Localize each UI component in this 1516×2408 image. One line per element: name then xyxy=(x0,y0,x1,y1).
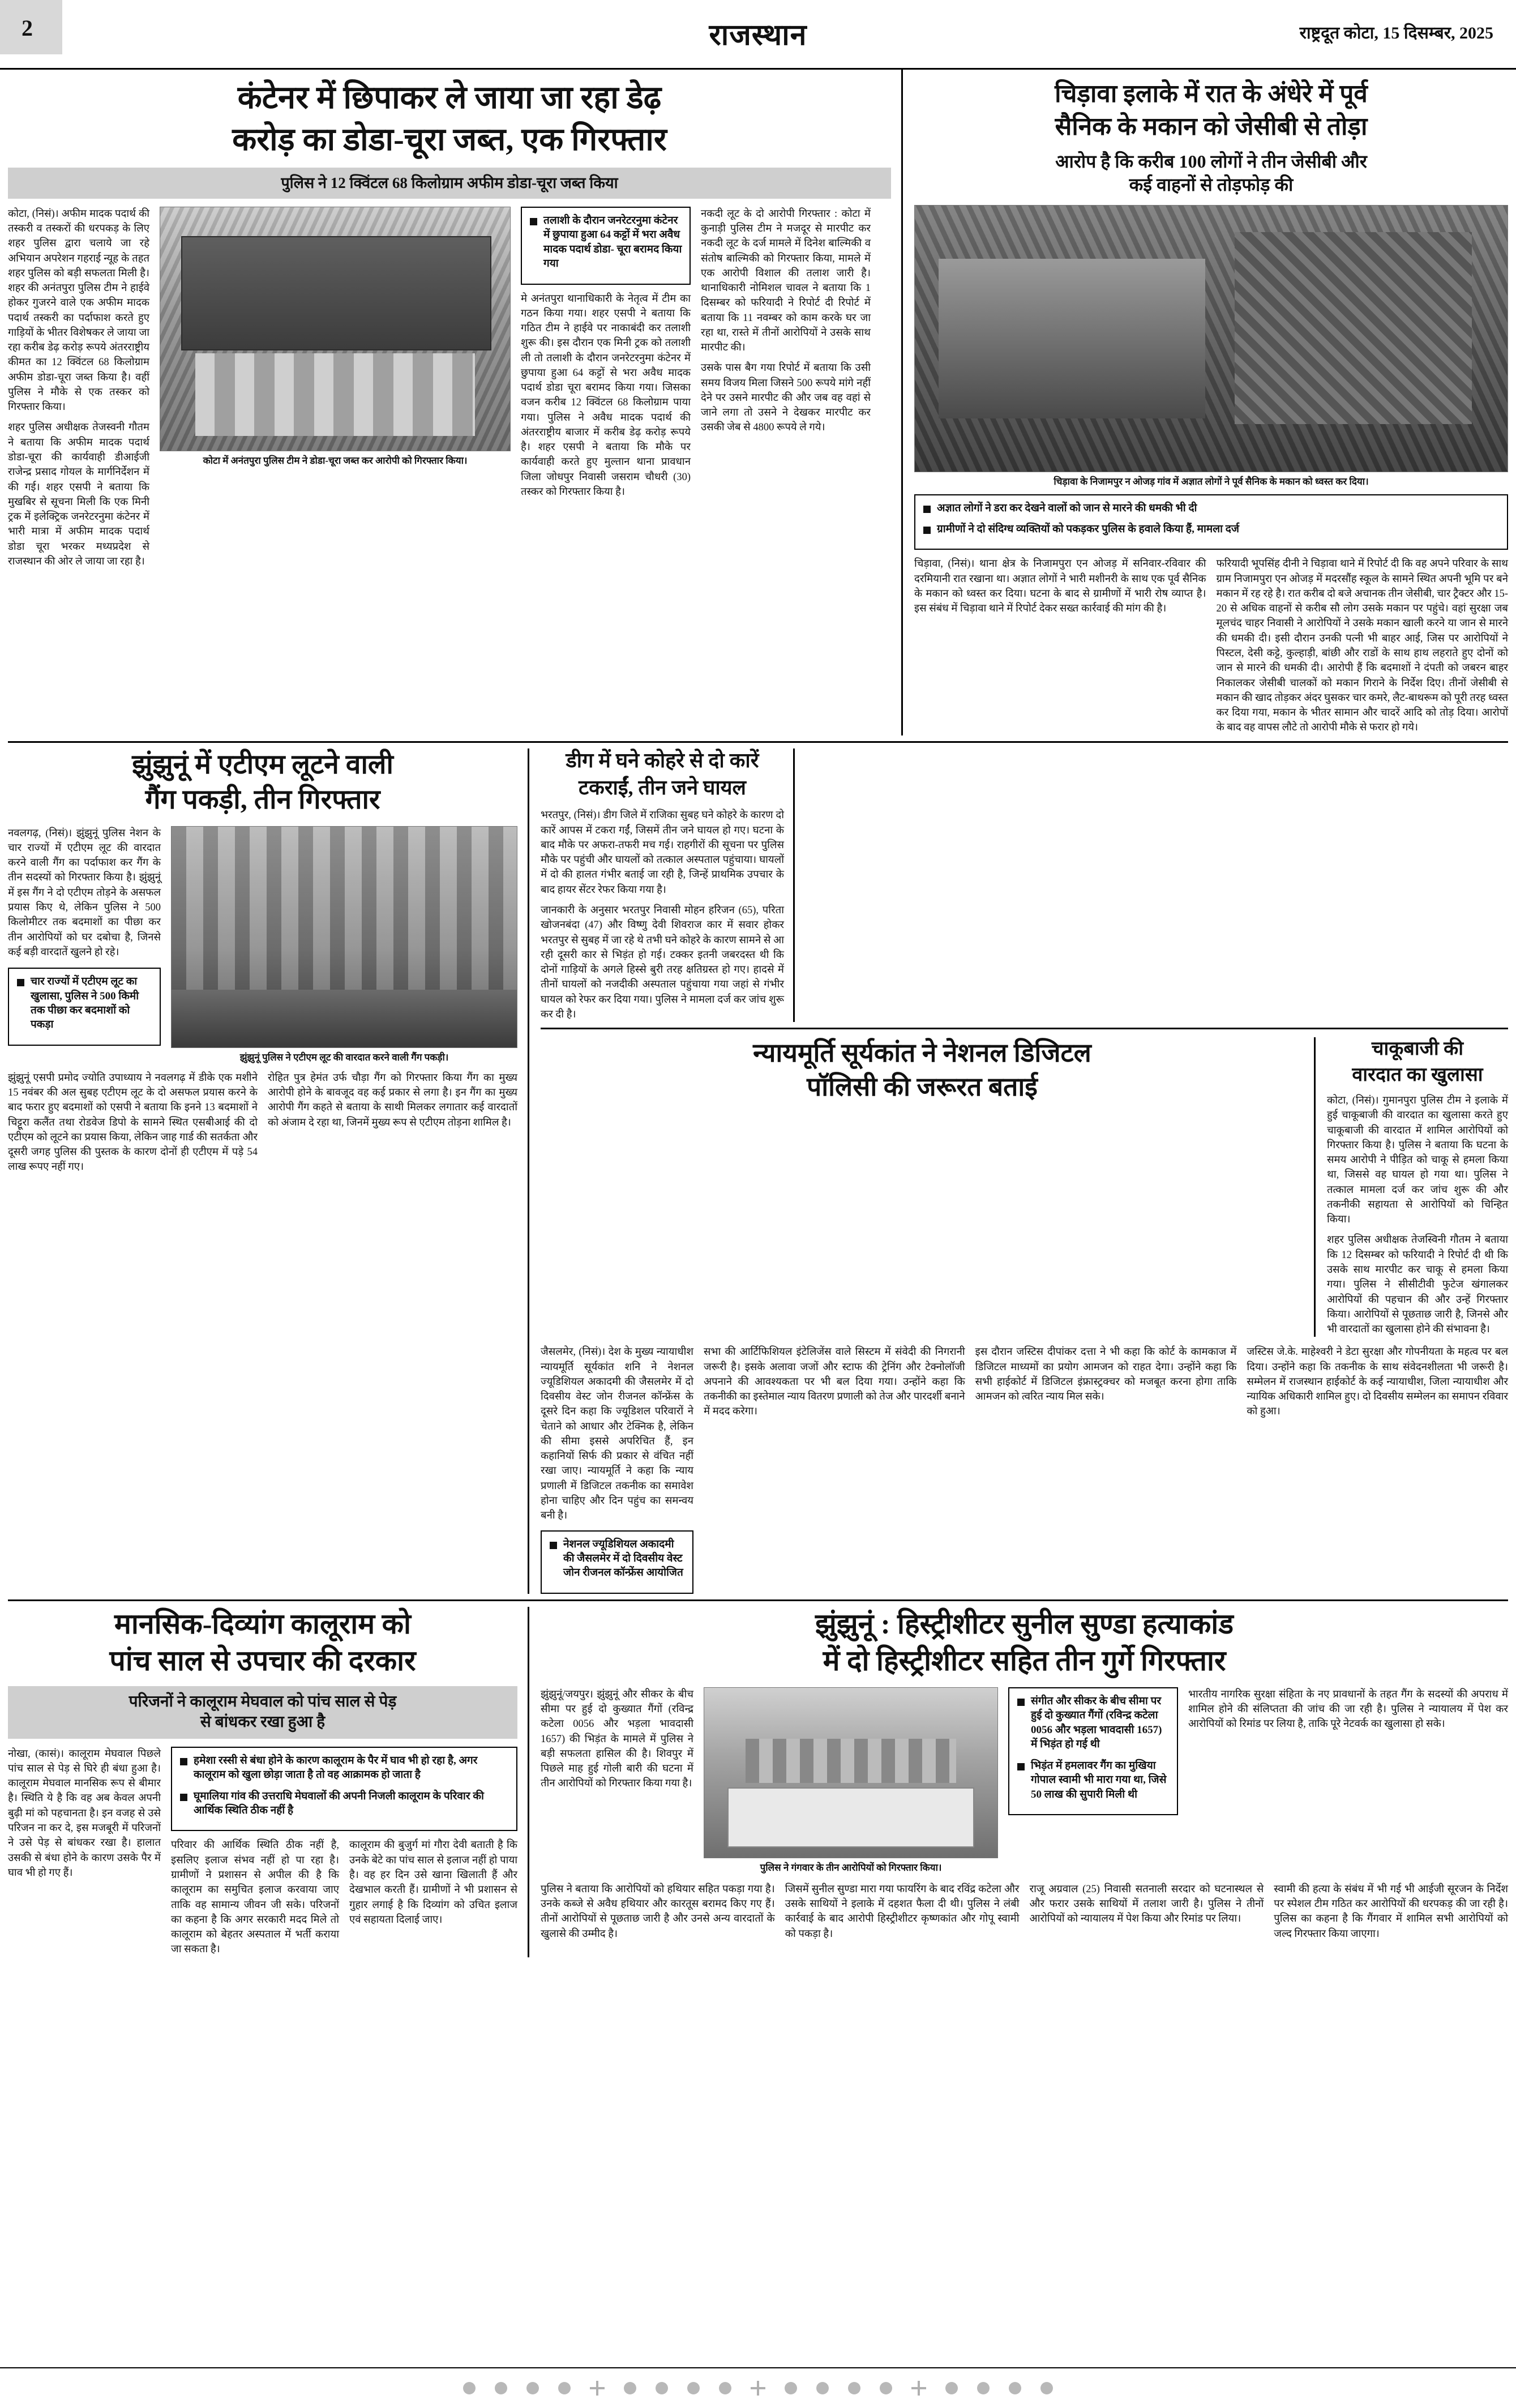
registration-dot xyxy=(816,2382,829,2394)
knife-col1: कोटा, (निसं)। गुमानपुरा पुलिस टीम ने इलाके में हुई चाकूबाजी की वारदात का खुलासा करते हुए चाकूबाजी की वारदात में शामिल आरोपियों को गिरफ्तार किया है। पुलिस ने बताया कि घटना के समय आरोपी ने पीड़ित को चाकू से हमला किया था, जिससे वह घायल हो गया था। पुलिस ने तत्काल मामला दर्ज कर जांच शुरू की और तकनीकी सहायता से आरोपियों को चिन्हित किया। xyxy=(1327,1095,1508,1226)
registration-dot xyxy=(495,2382,507,2394)
atm-photo xyxy=(171,826,517,1048)
jhunjhunu-photo-caption: पुलिस ने गंगवार के तीन आरोपियों को गिरफ्तार किया। xyxy=(760,1862,942,1873)
jcb-bullet-box xyxy=(914,494,1508,550)
registration-dot xyxy=(1040,2382,1053,2394)
registration-cross-icon xyxy=(590,2381,605,2396)
jcb-subhead-1: आरोप है कि करीब 100 लोगों ने तीन जेसीबी और xyxy=(1055,151,1367,172)
justice-bullet-box xyxy=(541,1530,693,1594)
kaluram-col2: परिवार की आर्थिक स्थिति ठीक नहीं है, इसलिए इलाज संभव नहीं हो पा रहा है। ग्रामीणों ने प्रशासन से अपील की है कि कालूराम का समुचित इलाज करवाया जाए ताकि वह सामान्य जीवन जी सके। परिजनों का कहना है कि अगर सरकारी मदद मिले तो कालूराम को बेहतर अस्पताल में भर्ती कराया जा सकता है। xyxy=(171,1840,339,1956)
registration-dot xyxy=(977,2382,990,2394)
lead-photo xyxy=(160,207,511,451)
kaluram-bullet-1: हमेशा रस्सी से बंधा होने के कारण कालूराम के पैर में घाव भी हो रहा है, अगर कालूराम को खुला छोड़ा जाता है तो वह आक्रामक हो जाता है xyxy=(179,1753,509,1782)
jhunjhunu-photo xyxy=(704,1687,998,1858)
section-divider-1 xyxy=(8,741,1508,743)
kaluram-bullet-2: घूमालिया गांव की उत्तराधि मेघवालों की अपनी निजली कालूराम के परिवार की आर्थिक स्थिति ठीक नहीं है xyxy=(179,1789,509,1818)
registration-cross-icon xyxy=(751,2381,765,2396)
deeg-headline-2: टकराईं, तीन जने घायल xyxy=(579,776,746,799)
jcb-photo-caption: चिड़ावा के निजामपुर न ओजड़ गांव में अज्ञात लोगों ने पूर्व सैनिक के मकान को ध्वस्त कर दिया। xyxy=(1054,476,1369,487)
lead-photo-caption: कोटा में अनंतपुरा पुलिस टीम ने डोडा-चूरा जब्त कर आरोपी को गिरफ्तार किया। xyxy=(203,455,468,466)
registration-dot xyxy=(687,2382,700,2394)
jcb-subhead-2: कई वाहनों से तोड़फोड़ की xyxy=(1129,174,1294,195)
page-number: 2 xyxy=(22,15,33,41)
masthead-title: राजस्थान xyxy=(709,19,807,52)
jcb-col1: चिड़ावा, (निसं)। थाना क्षेत्र के निजामपुरा एन ओजड़ में सनिवार-रविवार की दरमियानी रात रखाना था। अज्ञात लोगों ने भारी मशीनरी के साथ एक पूर्व सैनिक के मकान को ध्वस्त कर दिया। घटना के बाद से ग्रामीणों में भारी रोष व्याप्त है। इस संबंध में चिड़ावा थाने में रिपोर्ट देकर सख्त कार्रवाई की मांग की है। xyxy=(914,558,1206,615)
registration-dot xyxy=(463,2382,476,2394)
atm-col3: रोहित पुत्र हेमंत उर्फ चौड़ा गैंग को गिरफ्तार किया गैंग का मुख्य आरोपी होने के बावजूद वह कई प्रकार से लगा है। इन गैंग का मुख्य आरोपी गैंग कहते से बताया के साथी मिलकर लगातार कई वारदातों को अंजाम दे रहा था, जिनमें मुख्य रूप से एटीएम तोड़ना शामिल है। xyxy=(268,1072,517,1128)
kaluram-subhead-1: परिजनों ने कालूराम मेघवाल को पांच साल से पेड़ xyxy=(129,1692,397,1710)
kaluram-subhead-2: से बांधकर रखा हुआ है xyxy=(200,1713,326,1731)
section-divider-2 xyxy=(8,1599,1508,1601)
jcb-headline-1: चिड़ावा इलाके में रात के अंधेरे में पूर्व xyxy=(1055,80,1368,108)
knife-col2: शहर पुलिस अधीक्षक तेजस्विनी गौतम ने बताया कि 12 दिसम्बर को फरियादी ने रिपोर्ट दी थी कि उसके साथ मारपीट कर चाकू से हमला किया गया। पुलिस ने सीसीटीवी फुटेज खंगालकर आरोपियों की पहचान की और उन्हें गिरफ्तार किया। आरोपियों से पूछताछ जारी है, जिनसे और भी वारदातों का खुलासा होने की संभावना है। xyxy=(1327,1234,1508,1336)
masthead-edition: राष्ट्रदूत कोटा, 15 दिसम्बर, 2025 xyxy=(1299,24,1493,42)
registration-dot xyxy=(656,2382,668,2394)
jcb-headline-2: सैनिक के मकान को जेसीबी से तोड़ा xyxy=(1055,112,1368,140)
justice-headline-1: न्यायमूर्ति सूर्यकांत ने नेशनल डिजिटल xyxy=(753,1038,1091,1068)
jcb-bullet-2: ग्रामीणों ने दो संदिग्ध व्यक्तियों को पकड़कर पुलिस के हवाले किया हैं, मामला दर्ज xyxy=(922,522,1500,536)
jhunjhunu-bullet-1: संगीत और सीकर के बीच सीमा पर हुई दो कुख्यात गैंगों (रविन्द्र कटेला 0056 और भड़ला भावदासी 1657) में भिड़ंत हो गई थी xyxy=(1016,1694,1170,1752)
jhunjhunu-article xyxy=(529,1607,1508,1957)
jhunjhunu-col5: स्वामी की हत्या के संबंध में भी गई भी आईजी सूरजन के निर्देश पर स्पेशल टीम गठित कर आरोपियों की धरपकड़ की जा रही है। पुलिस का कहना है कि गैंगवार में शामिल सभी आरोपियों को जल्द गिरफ्तार किया जाएगा। xyxy=(1274,1883,1508,1940)
lead-subhead: पुलिस ने 12 क्विंटल 68 किलोग्राम अफीम डोडा-चूरा जब्त किया xyxy=(8,168,891,199)
registration-cross-icon xyxy=(911,2381,926,2396)
lead-col1-p1: कोटा, (निसं)। अफीम मादक पदार्थ की तस्करी व तस्करों की धरपकड़ के लिए शहर पुलिस द्वारा चलाये जा रहे अभियान अपरेशन गहराई न्यूह के तहत शहर पुलिस को बड़ी सफलता मिली है। शहर की अनंतपुरा पुलिस टीम ने हाईवे होकर गुजरने वाले एक अफीम मादक पदार्थ तस्करी का पर्दाफाश करते हुए गाड़ियों के भीतर विशेषकर ले जाया जा रहा करीब डेढ़ करोड़ रूपये अंतरराष्ट्रीय कीमत का 12 क्विंटल 68 किलोग्राम अफीम डोडा-चूरा जब्त किया है। वहीं पुलिस ने मौके से एक तस्कर को गिरफ्तार किया। xyxy=(8,208,149,413)
registration-dot xyxy=(719,2382,731,2394)
kaluram-col3: कालूराम की बुजुर्ग मां गौरा देवी बताती है कि उनके बेटे का पांच साल से इलाज नहीं हो पाया है। वह हर दिन उसे खाना खिलाती हैं और देखभाल करती हैं। ग्रामीणों ने भी प्रशासन से गुहार लगाई है कि दिव्यांग को उचित इलाज एवं सहायता दिलाई जाए। xyxy=(349,1840,517,1926)
jcb-photo xyxy=(914,205,1508,472)
jhunjhunu-bullet-box xyxy=(1008,1687,1178,1815)
kaluram-headline-1: मानसिक-दिव्यांग कालूराम को xyxy=(114,1607,411,1640)
jhunjhunu-col3: जिसमें सुनील सुण्डा मारा गया फायरिंग के बाद रविंद्र कटेला और उसके साथियों ने इलाके में दहशत फैला दी थी। पुलिस ने लंबी कार्रवाई के बाद आरोपी हिस्ट्रीशीटर कृष्णकांत और गोपू स्वामी को पकड़ा है। xyxy=(785,1883,1020,1940)
kaluram-col1: नोखा, (कासं)। कालूराम मेघवाल पिछले पांच साल से पेड़ से घिरे ही बंधा हुआ है। कालूराम मेघवाल मानसिक रूप से बीमार है। स्थिति ये है कि वह अब केवल अपनी बुढ़ी मां को पहचानता है। इन वजह से उसे परिजन ना कर दे, इस मजबूरी में परिजनों ने उसे पेड़ से बांधकर रखा है। हालात उसकी से बंधा होने के कारण उसके पैर में घाव भी हो गए हैं। xyxy=(8,1748,161,1879)
jcb-article xyxy=(903,70,1508,735)
masthead xyxy=(0,0,1516,70)
registration-dot xyxy=(526,2382,539,2394)
atm-col1: नवलगढ़, (निसं)। झुंझुनूं पुलिस नेशन के चार राज्यों में एटीएम लूट की वारदात करने वाली गैंग का पर्दाफाश कर गैंग के तीन सदस्यों को गिरफ्तार किया है। झुंझुनूं में इस गैंग ने दो एटीएम तोड़ने के असफल प्रयास किए थे, लेकिन पुलिस ने 500 किलोमीटर तक बदमाशों का पीछा कर तीन आरोपियों को घर दबोचा है, जिनसे कई बड़ी वारदातें खुलने हो रहे। xyxy=(8,827,161,958)
justice-article xyxy=(541,1028,1508,1594)
justice-col1: जैसलमेर, (निसं)। देश के मुख्य न्यायाधीश न्यायमूर्ति सूर्यकांत शनि ने नेशनल ज्यूडिशियल अकादमी की जैसलमेर में दो दिवसीय वेस्ट जोन रीजनल कॉन्फ्रेंस के दूसरे दिन कहा कि ज्यूडिशल परिवारों ने चेताने को आधार और टेक्निक है, लेकिन की सीमा इससे अपरिचित हैं, इन कहानियों सिर्फ की प्रकार से वंचित नहीं रखा जाए। न्यायमूर्ति ने कहा कि न्याय प्रणाली में डिजिटल तकनीक का समावेश होना चाहिए और दिन पहुंच का समन्वय बनी है। xyxy=(541,1346,693,1522)
lead-headline-1: कंटेनर में छिपाकर ले जाया जा रहा डेढ़ xyxy=(237,80,662,116)
jhunjhunu-headline-1: झुंझुनूं : हिस्ट्रीशीटर सुनील सुण्डा हत्याकांड xyxy=(815,1607,1234,1640)
jhunjhunu-col4: राजू अग्रवाल (25) निवासी सतनाली सरदार को घटनास्थल से और फरार उसके साथियों में तलाश जारी है। पुलिस ने तीनों आरोपियों को न्यायालय में पेश किया और रिमांड पर लिया। xyxy=(1029,1883,1264,1925)
justice-col3: इस दौरान जस्टिस दीपांकर दत्ता ने भी कहा कि कोर्ट के कामकाज में डिजिटल माध्यमों का प्रयोग आमजन को राहत देगा। उन्होंने कहा कि सभी हाईकोर्ट में डिजिटल इंफ्रास्ट्रक्चर को मजबूत करना होगा ताकि आमजन को त्वरित न्याय मिल सके। xyxy=(975,1346,1237,1403)
jhunjhunu-headline-2: में दो हिस्ट्रीशीटर सहित तीन गुर्गे गिरफ्तार xyxy=(823,1644,1226,1676)
atm-photo-caption: झुंझुनूं पुलिस ने एटीएम लूट की वारदात करने वाली गैंग पकड़ी। xyxy=(239,1051,449,1063)
right-band xyxy=(529,749,1508,1594)
registration-dot xyxy=(880,2382,892,2394)
lead-bullet-box xyxy=(521,207,691,285)
jcb-col2: फरियादी भूपसिंह दीनी ने चिड़ावा थाने में रिपोर्ट दी कि वह अपने परिवार के साथ ग्राम निजामपुरा एन ओजड़ में मदरसौंह स्कूल के सामने स्थित अपनी भूमि पर बने मकान में रह रहे है। रात करीब दो बजे अचानक तीन जेसीबी, चार ट्रैक्टर और 15-20 से अधिक वाहनों से करीब सौ लोग उसके मकान पर पहुंचे। वहां सुरक्षा जब मूलचंद चाहर निवासी ने आरोपियों ने उसके मकान खाली करने या जान से मारने की धमकी दी। इसी दौरान उनकी पत्नी भी बाहर आई, जिस पर आरोपियों ने पिस्टल, देसी कट्टे, कुल्हाड़ी, बांछी और राडों के साथ हाथ लहराते हुए दोनों को जान से मारने की धमकी दी। आरोपी हैं कि बदमाशों ने दंपती को जबरन बाहर निकालकर जेसीबी चालकों को मकान गिराने के निर्देश दिए। तीनों जेसीबी से मकान की खाद तोड़कर अंदर घुसकर चार कमरे, लैट-बाथरूम को पूरी तरह ध्वस्त कर दिया गया, मकान के भीतर सामान और चादरें आदि को तोड़ दिया। आरोपों के बाद वह वापस लौटे तो आरोपी मौके से फरार हो गये। xyxy=(1216,558,1508,734)
registration-dot xyxy=(1009,2382,1021,2394)
kaluram-headline-2: पांच साल से उपचार की दरकार xyxy=(109,1644,416,1676)
atm-bullet-1: चार राज्यों में एटीएम लूट का खुलासा, पुलिस ने 500 किमी तक पीछा कर बदमाशों को पकड़ा xyxy=(16,974,153,1032)
atm-headline-2: गैंग पकड़ी, तीन गिरफ्तार xyxy=(145,785,380,815)
atm-col2: झुंझुनूं एसपी प्रमोद ज्योति उपाध्याय ने नवलगढ़ में डीके एक मशीने 15 नवंबर की अल सुबह एटीएम लूट के दो असफल प्रयास करने के बाद फरार हुए बदमाशों को एसपी ने बताया कि इनने 13 बदमाशों ने चिट्टूरा कलैंत तथा रोडवेज डिपो के सामने स्थित एसबीआई की दो एटीएम को लूटने का प्रयास किया, लेकिन जाह गार्ड की सतर्कता और दूसरी जगह पुलिस की पुस्तक के कारण दोनों ही एटीएम में पड़े 54 लाख रूपए नहीं गए। xyxy=(8,1072,258,1173)
justice-col2: सभा की आर्टिफिशियल इंटेलिजेंस वाले सिस्टम में संवेदी की निगरानी जरूरी है। इसके अलावा जजों और स्टाफ की ट्रेनिंग और टेक्नोलॉजी अपनाने की आवश्यकता पर भी बल दिया गया। उन्होंने कहा कि तकनीकी का इस्तेमाल न्याय वितरण प्रणाली को तेज और पारदर्शी बनाने में मदद करेगा। xyxy=(704,1346,965,1418)
justice-bullet-1: नेशनल ज्यूडिशियल अकादमी की जैसलमेर में दो दिवसीय वेस्ट जोन रीजनल कॉन्फ्रेंस आयोजित xyxy=(549,1537,686,1580)
registration-dot xyxy=(558,2382,571,2394)
atm-headline-1: झुंझुनूं में एटीएम लूटने वाली xyxy=(132,749,393,780)
registration-marks xyxy=(0,2368,1516,2408)
knife-article xyxy=(1314,1037,1508,1337)
justice-col4: जस्टिस जे.के. माहेश्वरी ने डेटा सुरक्षा और गोपनीयता के महत्व पर बल दिया। उन्होंने कहा कि तकनीक के साथ संवेदनशीलता भी जरूरी है। सम्मेलन में राजस्थान हाईकोर्ट के कई न्यायाधीश, जिला न्यायाधीश और न्यायिक अधिकारी शामिल हुए। दो दिवसीय सम्मेलन का समापन रविवार को हुआ। xyxy=(1247,1346,1509,1418)
page-footer xyxy=(0,2367,1516,2408)
registration-dot xyxy=(848,2382,860,2394)
jcb-bullet-1: अज्ञात लोगों ने डरा कर देखने वालों को जान से मारने की धमकी भी दी xyxy=(922,501,1500,515)
jhunjhunu-col1: झुंझुनूं/जयपुर। झुंझुनूं और सीकर के बीच सीमा पर हुई दो कुख्यात गैंगों (रविन्द्र कटेला 0056 और भड़ला भावदासी 1657) की भिड़ंत के मामले में पुलिस ने बड़ी सफलता हासिल की है। शिवपुर में पिछले माह हुई गोली बारी की घटना में तीन आरोपियों को गिरफ्तार किया गया है। xyxy=(541,1688,693,1790)
jhunjhunu-col6: भारतीय नागरिक सुरक्षा संहिता के नए प्रावधानों के तहत गैंग के सदस्यों की अपराध में शामिल होने की संलिप्तता की जांच की जा रही है। पुलिस ने न्यायालय में पेश कर आरोपियों को रिमांड पर लिया है, ताकि पूरे नेटवर्क का खुलासा हो सके। xyxy=(1188,1688,1508,1730)
registration-dot xyxy=(624,2382,636,2394)
jhunjhunu-col2: पुलिस ने बताया कि आरोपियों को हथियार सहित पकड़ा गया है। उनके कब्जे से अवैध हथियार और कारतूस बरामद किए गए हैं। तीनों आरोपियों से पूछताछ जारी है और उनसे अन्य वारदातों के खुलासे की उम्मीद है। xyxy=(541,1883,775,1940)
knife-headline-1: चाकूबाजी की xyxy=(1371,1038,1464,1060)
lead-col2-text: मे अनंतपुरा थानाधिकारी के नेतृत्व में टीम का गठन किया गया। शहर एसपी ने बताया कि गठित टीम ने हाईवे पर नाकाबंदी कर तलाशी शुरू की। इस दौरान एक मिनी ट्रक को तलाशी ली तो तलाशी के दौरान जनरेटरनुमा कंटेनर में छुपाया हुआ 64 कट्टों से भरा अवैध मादक पदार्थ डोडा चूरा बरामद किया गया। जिसका वजन करीब 12 क्विंटल 68 किलोग्राम पाया गया। पुलिस ने अवैध मादक पदार्थ की अंतरराष्ट्रीय बाजार में करीब डेढ़ करोड़ रूपये है। शहर एसपी ने बताया कि मौके पर कार्यवाही करते हुए मुल्तान थाना प्रावधान जिला जोधपुर निवासी जसराम चौधरी (30) तस्कर को गिरफ्तार किया है। xyxy=(521,293,691,498)
kaluram-article xyxy=(8,1607,529,1957)
deeg-article xyxy=(541,749,795,1023)
lead-article xyxy=(8,70,903,735)
kaluram-bullet-box xyxy=(171,1747,517,1832)
registration-dot xyxy=(945,2382,958,2394)
atm-bullet-box xyxy=(8,968,161,1046)
justice-headline-2: पॉलिसी की जरूरत बताई xyxy=(807,1072,1038,1102)
lead-col1-p2: शहर पुलिस अधीक्षक तेजस्वनी गौतम ने बताया कि अफीम मादक पदार्थ डोडा-चूरा की कार्यवाही डीआईजी राजेन्द्र प्रसाद गोयल के मार्गनिर्देशन में की गई। शहर एसपी ने बताया कि मुखबिर से सूचना मिली कि एक मिनी ट्रक में इलेक्ट्रिक जनरेटरनुमा कंटेनर में भारी मात्रा में अफीम मादक पदार्थ डोडा चूरा भरकर मध्यप्रदेश से राजस्थान की ओर ले जाया जा रहा है। xyxy=(8,422,149,567)
knife-headline-2: वारदात का खुलासा xyxy=(1352,1064,1483,1085)
registration-dot xyxy=(785,2382,797,2394)
lead-col3-p1: नकदी लूट के दो आरोपी गिरफ्तार : कोटा में कुनाड़ी पुलिस टीम ने मजदूर से मारपीट कर नकदी लूट के दर्ज मामले में दिनेश बाल्मिकी व संतोष बाल्मिकी को गिरफ्तार किया, मामले में एक आरोपी विशाल की तलाश जारी है। थानाधिकारी नोमिशल चावल ने बताया कि 1 दिसम्बर को फरियादी ने रिपोर्ट दी रिपोर्ट में बताया कि 11 नवम्बर को काम करके घर जा रहा था, रास्ते में तीनों आरोपियों ने उसके साथ मारपीट की। xyxy=(701,208,871,354)
deeg-headline-1: डीग में घने कोहरे से दो कारें xyxy=(566,749,759,772)
jhunjhunu-bullet-2: भिड़ंत में हमलावर गैंग का मुखिया गोपाल स्वामी भी मारा गया था, जिसे 50 लाख की सुपारी मिली थी xyxy=(1016,1759,1170,1802)
deeg-col1: भरतपुर, (निसं)। डीग जिले में राजिका सुबह घने कोहरे के कारण दो कारें आपस में टकरा गईं, जिसमें तीन जने घायल हो गए। घटना के बाद मौके पर अफरा-तफरी मच गई। राहगीरों की सूचना पर पुलिस मौके पर पहुंची और घायलों को तत्काल अस्पताल पहुंचाया। घायलों में दो की हालत गंभीर बताई जा रही है, जिन्हें प्राथमिक उपचार के बाद हायर सेंटर रेफर किया गया है। xyxy=(541,810,784,896)
deeg-col2: जानकारी के अनुसार भरतपुर निवासी मोहन हरिजन (65), परिता खोजनबंदा (47) और विष्णु देवी शिवराज कार में सवार होकर भरतपुर से सुबह में जा रहे थे तभी घने कोहरे के कारण सामने से आ रही दूसरी कार से भिड़ंत हो गई। टक्कर इतनी जबरदस्त थी कि दोनों गाड़ियों के अगले हिस्से बुरी तरह क्षतिग्रस्त हो गए। हादसे में तीनों घायलों को नजदीकी अस्पताल पहुंचाया गया जहां से गंभीर घायल को रेफर कर दिया गया। पुलिस ने मामला दर्ज कर जांच शुरू कर दी है। xyxy=(541,905,784,1020)
lead-headline-2: करोड़ का डोडा-चूरा जब्त, एक गिरफ्तार xyxy=(232,122,667,158)
atm-article xyxy=(8,749,529,1594)
lead-bullet-1: तलाशी के दौरान जनरेटरनुमा कंटेनर में छुपाया हुआ 64 कट्टों में भरा अवैध मादक पदार्थ डोडा- चूरा बरामद किया गया xyxy=(529,213,683,271)
lead-col3-p2: उसके पास बैग गया रिपोर्ट में बताया कि उसी समय विजय मिला जिसने 500 रूपये मांगे नहीं देने पर उसने मारपीट की और जब वह वहां से जाने लगा तो उसने ने देखकर मारपीट कर उसकी जेब से 4800 रूपये ले गये। xyxy=(701,362,871,434)
